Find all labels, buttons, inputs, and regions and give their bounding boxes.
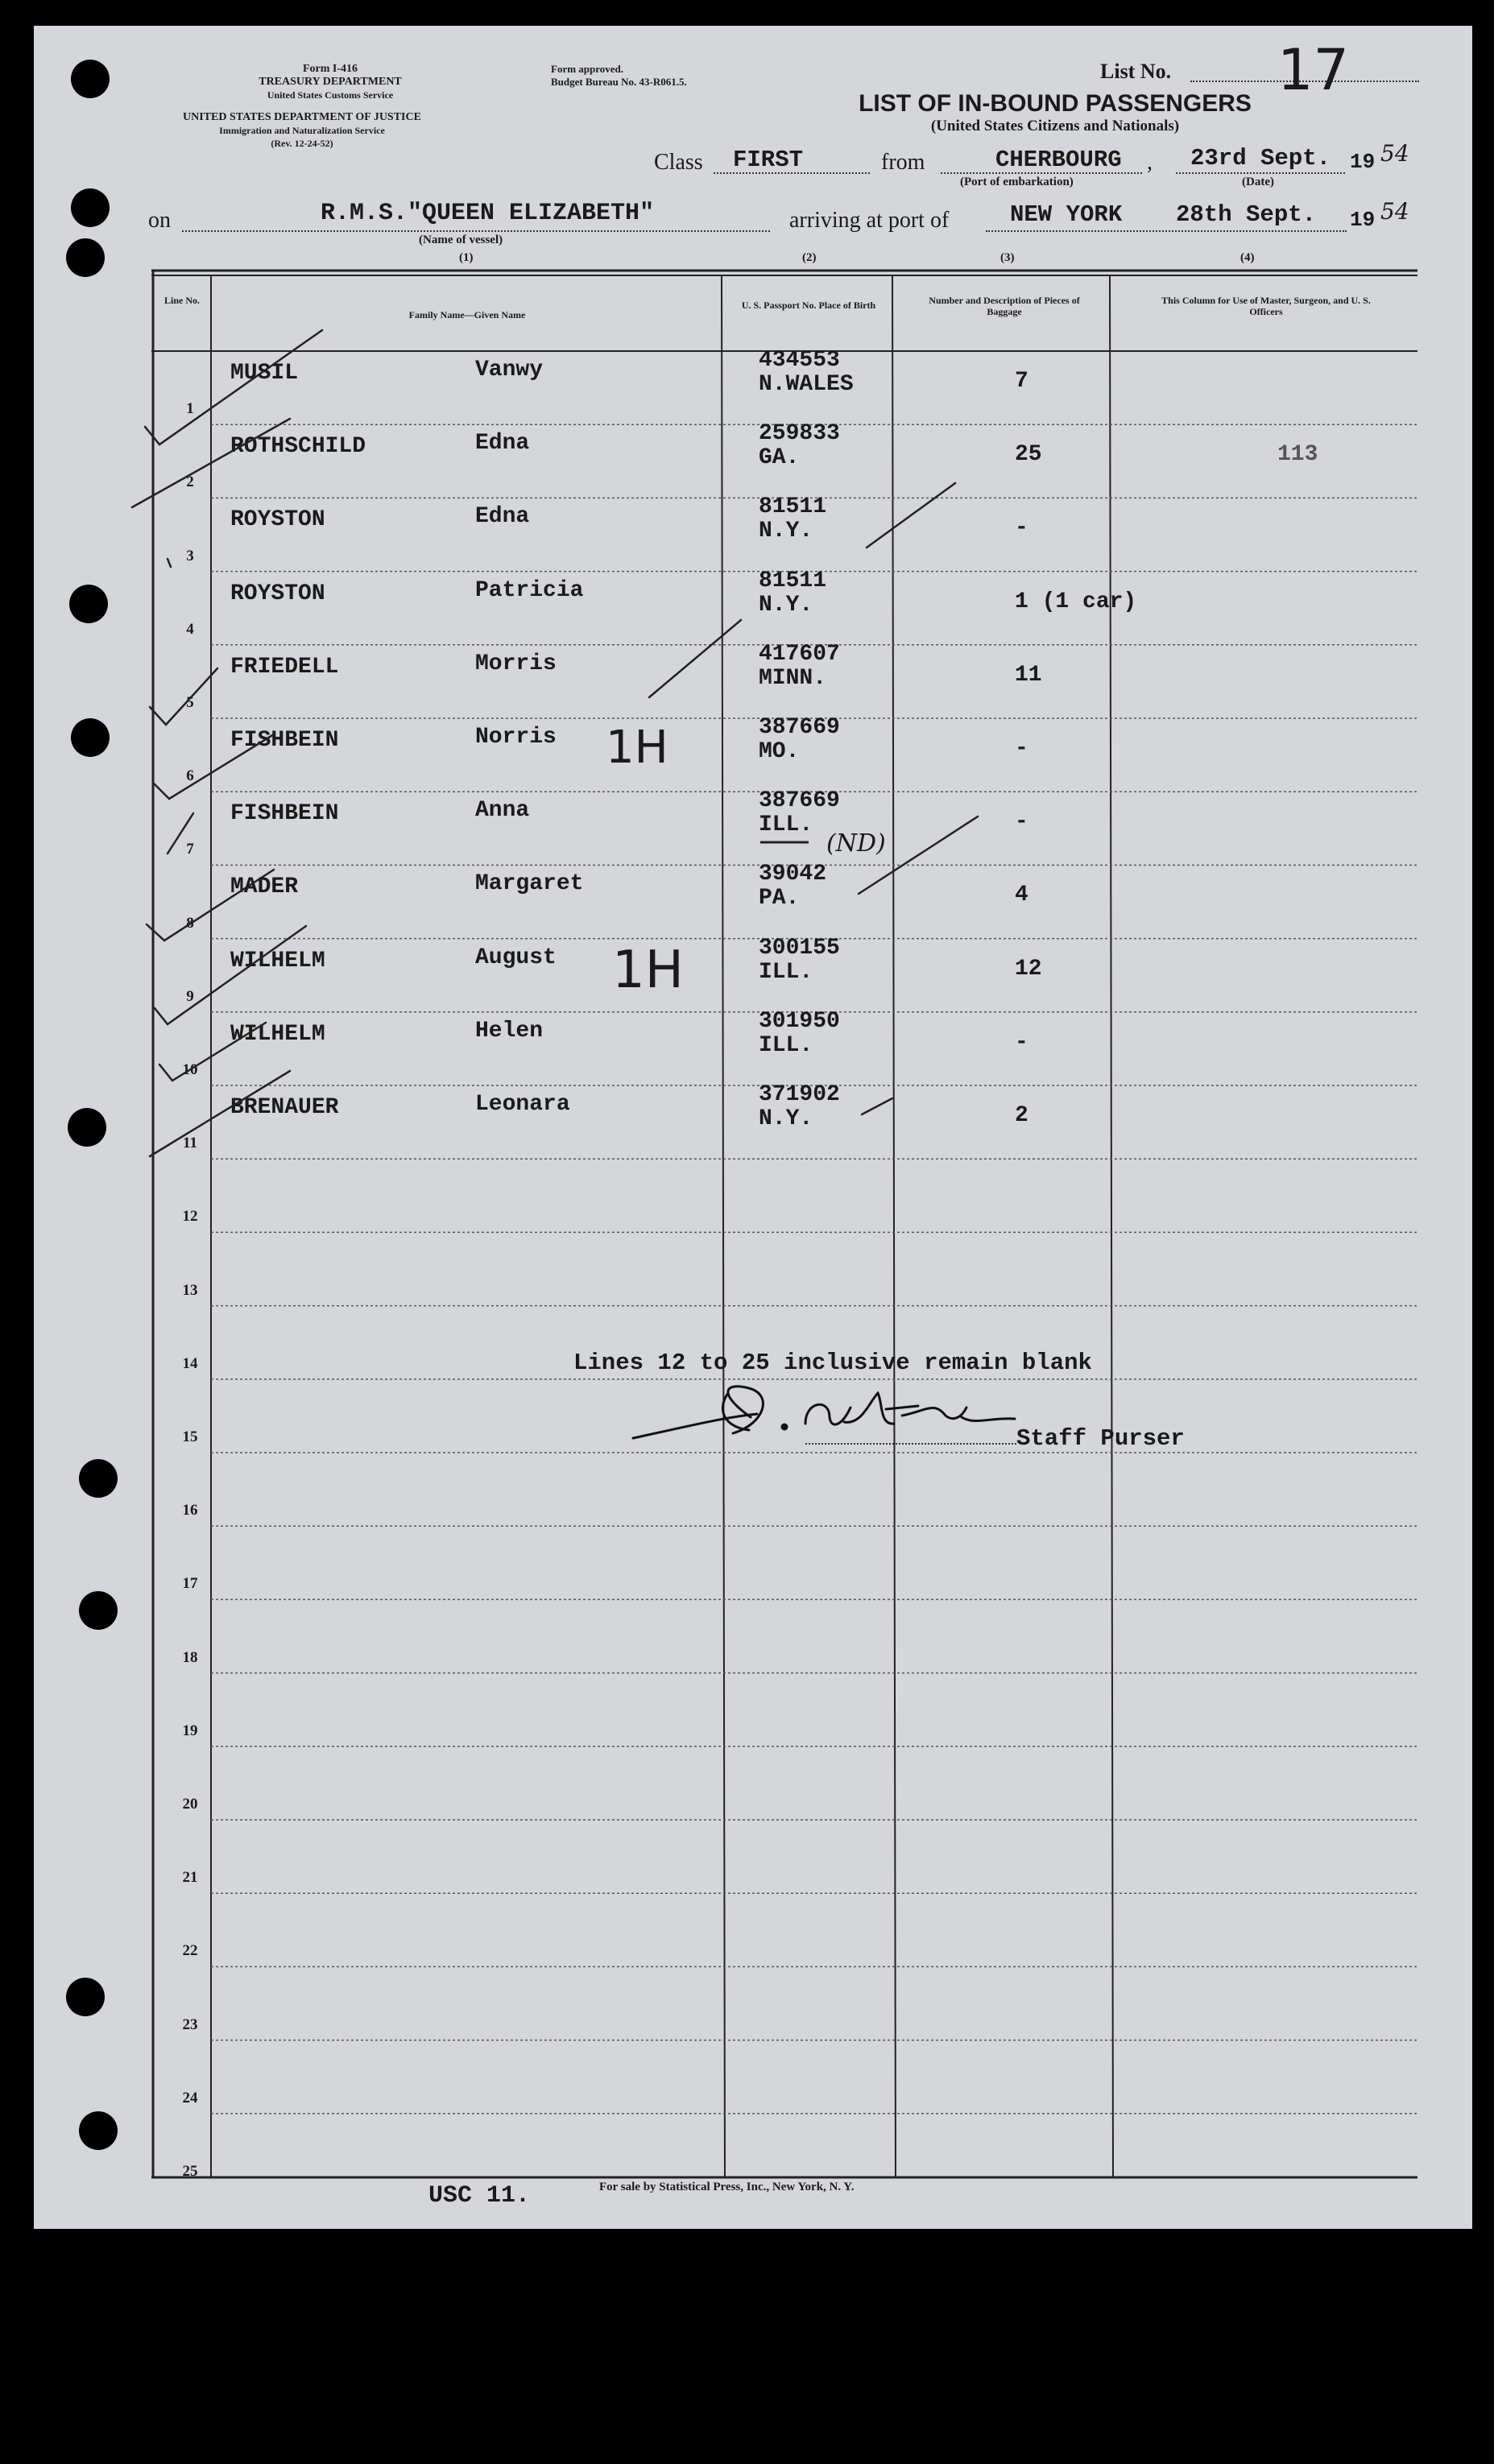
header-name: Family Name—Given Name: [408, 309, 526, 320]
passport-number: 434553: [759, 348, 840, 373]
passport-number: 417607: [759, 641, 840, 667]
given-name: Edna: [475, 504, 530, 530]
line-number: 23: [182, 2015, 198, 2033]
passport-number: 259833: [759, 421, 840, 447]
header-line-no: Line No.: [163, 295, 200, 306]
year-suffix-depart: 54: [1380, 140, 1409, 167]
signature-role: Staff Purser: [1016, 1425, 1185, 1452]
place-of-birth: N.Y.: [759, 1106, 813, 1131]
given-name: Anna: [475, 798, 530, 824]
passport-number: 371902: [759, 1082, 840, 1107]
baggage: 7: [1015, 369, 1028, 394]
from-label: from: [881, 150, 925, 175]
line-number: 10: [182, 1060, 198, 1078]
signature-line: [805, 1443, 1016, 1445]
line-number: 2: [186, 473, 194, 491]
place-of-birth: GA.: [759, 445, 800, 471]
baggage: -: [1015, 736, 1028, 761]
place-of-birth: MINN.: [759, 665, 827, 691]
arriving-label: arriving at port of: [789, 208, 950, 233]
col-ref-1: (1): [459, 251, 474, 264]
line-number: 15: [182, 1428, 198, 1445]
place-of-birth: ILL.: [759, 1032, 813, 1058]
class-value: FIRST: [733, 147, 804, 173]
printer-note: For sale by Statistical Press, Inc., New York, N. Y.: [599, 2181, 855, 2193]
passport-number: 81511: [759, 494, 827, 520]
place-of-birth: PA.: [759, 886, 800, 912]
on-label: on: [148, 208, 171, 233]
place-of-birth: N.WALES: [759, 372, 854, 397]
line-number: 24: [182, 2089, 198, 2106]
form-approved: Form approved.: [551, 63, 624, 75]
line-number: 5: [186, 693, 194, 711]
passport-number: 300155: [759, 935, 840, 961]
blank-lines-note: Lines 12 to 25 inclusive remain blank: [573, 1350, 1092, 1376]
form-number: Form I-416: [302, 63, 358, 75]
line-number: 11: [183, 1135, 197, 1152]
line-number: 25: [182, 2162, 198, 2180]
line-number: 19: [182, 1722, 198, 1739]
given-name: Edna: [475, 431, 530, 457]
vessel-caption: (Name of vessel): [419, 234, 503, 246]
comma-sep: ,: [1147, 150, 1153, 175]
col-ref-2: (2): [802, 251, 817, 264]
given-name: Norris: [475, 725, 557, 750]
place-of-birth: ILL.: [759, 959, 813, 985]
family-name: ROYSTON: [230, 581, 325, 606]
line-number: 22: [182, 1942, 198, 1960]
line-number: 3: [186, 547, 194, 564]
handwritten-mark-row9: 1H: [612, 941, 684, 1000]
passport-number: 39042: [759, 862, 827, 887]
family-name: MADER: [230, 874, 299, 900]
date-caption: (Date): [1242, 176, 1274, 188]
port-embark-caption: (Port of embarkation): [960, 176, 1074, 188]
col-ref-3: (3): [1000, 251, 1015, 264]
year-prefix-arrival: 19: [1350, 208, 1376, 232]
baggage: -: [1015, 515, 1028, 541]
handwritten-mark-row6: 1H: [606, 721, 668, 774]
line-number: 8: [186, 914, 194, 932]
header-officers: This Column for Use of Master, Surgeon, and U. S. Officers: [1161, 295, 1371, 317]
given-name: Vanwy: [475, 358, 544, 382]
department-of-justice: UNITED STATES DEPARTMENT OF JUSTICE: [183, 111, 421, 123]
date-depart: 23rd Sept.: [1190, 145, 1331, 172]
family-name: FISHBEIN: [230, 728, 339, 753]
header-baggage: Number and Description of Pieces of Baggage: [929, 295, 1080, 317]
baggage: 25: [1015, 442, 1042, 468]
year-suffix-arrival: 54: [1380, 198, 1409, 225]
given-name: Margaret: [475, 871, 584, 897]
line-number: 17: [182, 1575, 198, 1593]
line-number: 4: [186, 620, 194, 638]
form-code: USC 11.: [428, 2182, 531, 2210]
line-number: 9: [186, 987, 194, 1005]
place-of-birth: ILL.: [759, 812, 813, 838]
place-of-birth: MO.: [759, 739, 800, 764]
place-of-birth: N.Y.: [759, 592, 813, 618]
family-name: WILHELM: [230, 1021, 325, 1047]
treasury-department: TREASURY DEPARTMENT: [259, 76, 402, 88]
passport-number: 301950: [759, 1008, 840, 1034]
customs-service: United States Customs Service: [267, 89, 394, 101]
family-name: MUSIL: [230, 361, 299, 386]
class-label: Class: [654, 150, 703, 175]
header-passport: U. S. Passport No. Place of Birth: [741, 300, 876, 311]
line-number: 16: [182, 1502, 198, 1519]
col-ref-4: (4): [1240, 251, 1255, 264]
line-number: 13: [182, 1281, 198, 1299]
line-number: 12: [182, 1208, 198, 1226]
family-name: BRENAUER: [230, 1095, 339, 1120]
family-name: ROYSTON: [230, 507, 325, 533]
page-subtitle: (United States Citizens and Nationals): [930, 118, 1180, 134]
list-no-value: 17: [1277, 37, 1350, 103]
port-arrival: NEW YORK: [1010, 201, 1123, 228]
baggage: 2: [1015, 1103, 1028, 1128]
family-name: ROTHSCHILD: [230, 434, 366, 460]
baggage: -: [1015, 809, 1028, 835]
family-name: FISHBEIN: [230, 801, 339, 827]
line-number: 20: [182, 1795, 198, 1813]
passport-number: 387669: [759, 715, 840, 740]
passport-number: 81511: [759, 568, 827, 593]
given-name: Leonara: [475, 1092, 570, 1117]
given-name: August: [475, 945, 557, 970]
line-number: 14: [182, 1354, 198, 1372]
form-revision: (Rev. 12-24-52): [271, 138, 333, 149]
port-embark: CHERBOURG: [995, 147, 1122, 173]
handwritten-nd: (ND): [826, 829, 886, 858]
given-name: Helen: [475, 1018, 544, 1044]
line-number: 7: [186, 841, 194, 858]
line-number: 21: [182, 1869, 198, 1887]
date-arrival: 28th Sept.: [1176, 201, 1317, 228]
baggage: 4: [1015, 883, 1028, 908]
baggage: 11: [1015, 662, 1042, 688]
page-title: LIST OF IN-BOUND PASSENGERS: [859, 90, 1252, 117]
year-prefix-depart: 19: [1350, 150, 1376, 174]
family-name: WILHELM: [230, 948, 325, 974]
baggage: 12: [1015, 956, 1042, 982]
given-name: Morris: [475, 651, 557, 676]
immigration-service: Immigration and Naturalization Service: [219, 125, 385, 136]
officer-note: 113: [1277, 442, 1318, 468]
baggage: 1 (1 car): [1015, 589, 1137, 614]
place-of-birth: N.Y.: [759, 519, 813, 544]
line-number: 1: [186, 400, 194, 418]
passport-number: 387669: [759, 788, 840, 814]
vessel-name: R.M.S."QUEEN ELIZABETH": [321, 200, 655, 227]
family-name: FRIEDELL: [230, 654, 339, 680]
baggage: -: [1015, 1029, 1028, 1055]
given-name: Patricia: [475, 577, 584, 603]
list-no-label: List No.: [1100, 60, 1172, 83]
budget-bureau: Budget Bureau No. 43-R061.5.: [551, 76, 687, 88]
line-number: 18: [182, 1648, 198, 1666]
line-number: 6: [186, 767, 194, 785]
